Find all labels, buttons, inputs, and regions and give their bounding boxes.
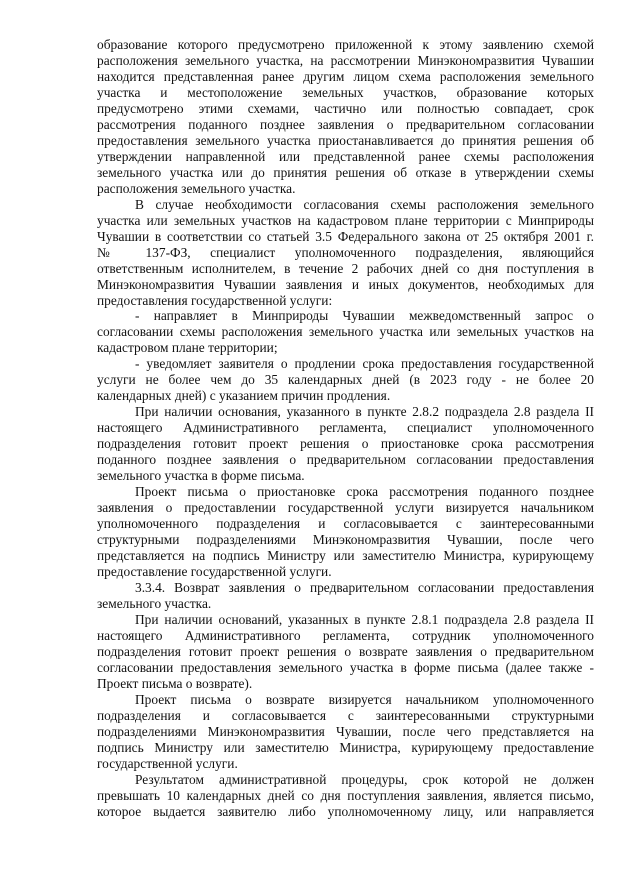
document-body xyxy=(97,37,594,819)
text-line: - уведомляет заявителя о продлении срока предоставления государственной xyxy=(135,356,594,372)
text-line: Проект письма о возврате визируется начальником уполномоченного xyxy=(135,691,594,707)
text-line: Результатом административной процедуры, срок которой не должен xyxy=(135,771,594,787)
text-line: которое выдается заявителю либо уполномоченному лицу, или направляется xyxy=(97,803,594,819)
text-line: Проект письма о возврате). xyxy=(97,675,253,691)
text-line: подразделения и согласовывается с заинтересованными структурными xyxy=(97,707,594,723)
text-line: расположения земельного участка, на рассмотрении Минэкономразвития Чувашии xyxy=(97,52,594,68)
text-line: земельного участка в форме письма. xyxy=(97,468,305,484)
text-line: заявления о предоставлении государственной услуги визируется начальником xyxy=(97,500,594,516)
text-line: услуги не более чем до 35 календарных дней (в 2023 году - не более 20 xyxy=(97,372,594,388)
text-line: превышать 10 календарных дней со дня поступления заявления, является письмо, xyxy=(97,787,594,803)
text-line: утверждении направленной или представленной ранее схемы расположения xyxy=(97,148,594,164)
text-line: предусмотрено этими схемами, частично или полностью совпадает, срок xyxy=(97,100,594,116)
text-line: земельного участка. xyxy=(97,595,212,611)
text-line: ответственным исполнителем, в течение 2 рабочих дней со дня поступления в xyxy=(97,260,594,276)
paragraph xyxy=(97,197,594,309)
text-line: № 137-ФЗ, специалист уполномоченного подразделения, являющийся xyxy=(97,244,594,260)
text-line: представляется на подпись Министру или заместителю Министра, курирующему xyxy=(97,548,594,563)
paragraph xyxy=(97,692,594,772)
text-line: подразделениями Минэкономразвития Чувашии, после чего представляется на xyxy=(97,723,594,739)
text-line: подпись Министру или заместителю Министра, курирующему предоставление xyxy=(97,739,594,755)
text-line: участка или земельных участков на кадастровом плане территории с Минприроды xyxy=(97,212,594,228)
paragraph xyxy=(97,356,594,404)
text-line: При наличии основания, указанного в пункте 2.8.2 подраздела 2.8 раздела II xyxy=(135,404,594,420)
text-line: находится представленная ранее другим лицом схема расположения земельного xyxy=(97,68,594,84)
text-line: земельного участка или до принятия решения об отказе в утверждении схемы xyxy=(97,164,594,180)
paragraph xyxy=(97,580,594,612)
text-line: структурными подразделениями Минэкономразвития Чувашии, после чего xyxy=(97,532,594,548)
paragraph xyxy=(97,484,594,580)
text-line: предоставления земельного участка приостанавливается до принятия решения об xyxy=(97,132,594,148)
text-line: согласовании схемы расположения земельного участка или земельных участков на xyxy=(97,324,594,340)
text-line: При наличии оснований, указанных в пункте 2.8.1 подраздела 2.8 раздела II xyxy=(135,611,594,627)
paragraph xyxy=(97,308,594,356)
text-line: подразделения готовит проект решения о приостановке срока рассмотрения xyxy=(97,436,594,452)
text-line: рассмотрения поданного позднее заявления о предварительном согласовании xyxy=(97,116,594,132)
text-line: предоставления государственной услуги: xyxy=(97,292,333,308)
text-line: государственной услуги. xyxy=(97,755,238,771)
text-line: согласовании предоставления земельного участка в форме письма (далее также - xyxy=(97,659,594,675)
text-line: предоставление государственной услуги. xyxy=(97,563,332,579)
text-line: настоящего Административного регламента, сотрудник уполномоченного xyxy=(97,627,594,643)
text-line: поданного позднее заявления о предварительном согласовании предоставления xyxy=(97,452,594,468)
paragraph xyxy=(97,37,594,197)
paragraph xyxy=(97,772,594,820)
text-line: В случае необходимости согласования схемы расположения земельного xyxy=(135,196,594,212)
text-line: 3.3.4. Возврат заявления о предварительном согласовании предоставления xyxy=(135,579,594,595)
text-line: настоящего Административного регламента, специалист уполномоченного xyxy=(97,420,594,436)
text-line: уполномоченного подразделения и согласовывается с заинтересованными xyxy=(97,516,594,532)
text-line: участка и местоположение земельных участков, образование которых xyxy=(97,84,594,100)
text-line: образование которого предусмотрено приложенной к этому заявлению схемой xyxy=(97,37,594,52)
text-line: - направляет в Минприроды Чувашии межведомственный запрос о xyxy=(135,308,594,324)
paragraph xyxy=(97,404,594,484)
text-line: Проект письма о приостановке срока рассмотрения поданного позднее xyxy=(135,484,594,500)
text-line: Чувашии в соответствии со статьей 3.5 Федерального закона от 25 октября 2001 г. xyxy=(97,228,594,244)
text-line: подразделения готовит проект решения о возврате заявления о предварительном xyxy=(97,643,594,659)
text-line: расположения земельного участка. xyxy=(97,180,296,196)
paragraph xyxy=(97,612,594,692)
text-line: Минэкономразвития Чувашии заявления и иных документов, необходимых для xyxy=(97,276,594,292)
text-line: кадастровом плане территории; xyxy=(97,340,278,356)
text-line: календарных дней) с указанием причин продления. xyxy=(97,388,391,404)
